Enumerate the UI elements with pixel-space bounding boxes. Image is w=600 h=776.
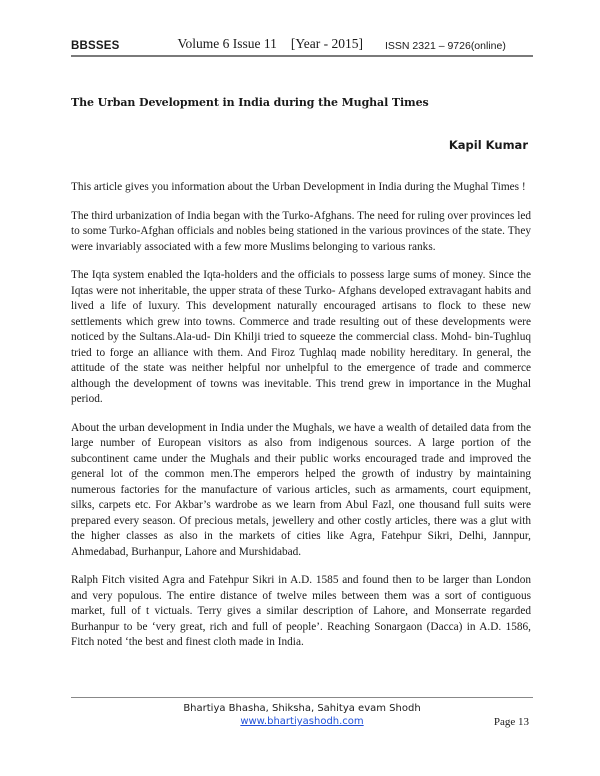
paragraph-3: The Iqta system enabled the Iqta-holders and the officials to possess large sums of money. Since the Iqtas were not inheritable, the upper strata of these Turko- Afghans developed extravagant habits and lived a life of luxury. This development naturally encouraged artisans to flock to these new settlements which grew into towns. Commerce and trade resulting out of these developments were noticed by the Sultans.Ala-ud- Din Khilji tried to squeeze the commercial class. Mohd- bin-Tughluq tried to forge an alliance with them. And Firoz Tughlaq made nobility hereditary. In general, the attitude of the state was neither helpful nor unhelpful to the emergence of trade and commerce although the development of towns was inevitable. This trend grew in importance in the Mughal period. [71, 269, 531, 405]
paragraph-5: Ralph Fitch visited Agra and Fatehpur Sikri in A.D. 1585 and found then to be larger than London and very populous. The entire distance of twelve miles between them was a sort of contiguous market, full of t victuals. Terry gives a similar description of Lahore, and Monserrate regarded Burhanpur to be ‘very great, rich and full of people’. Reaching Sonargaon (Dacca) in A.D. 1586, Fitch noted ‘the best and finest cloth made in India. [71, 574, 531, 648]
article-author: Kapil Kumar [448, 138, 528, 152]
publication-year: [Year - 2015] [290, 36, 363, 51]
journal-abbrev: BBSSES [71, 40, 120, 52]
page-footer [71, 697, 533, 728]
website-link[interactable]: www.bhartiyashodh.com [240, 716, 364, 727]
running-header [71, 34, 533, 57]
paragraph-4: About the urban development in India under the Mughals, we have a wealth of detailed data from the large number of European visitors as also from indigenous sources. A large portion of the subcontinent came under the Mughals and their public works encouraged trade and improved the general lot of the common men.The emperors helped the growth of industry by maintaining numerous factories for the manufacture of various articles, such as armaments, court equipment, silks, carpets etc. For Akbar’s wardrobe as we learn from Abul Fazl, one thousand full suits were prepared every season. Of precious metals, jewellery and other costly articles, there was a glut with the higher classes as also in the markets of cities like Agra, Fatehpur Sikri, Delhi, Jannpur, Ahmedabad, Burhanpur, Lahore and Murshidabad. [71, 421, 531, 558]
volume-issue: Volume 6 Issue 11 [177, 36, 277, 51]
publication-name: Bhartiya Bhasha, Shiksha, Sahitya evam Shodh [183, 703, 421, 714]
page-number: Page 13 [493, 716, 529, 728]
article-body [71, 180, 531, 664]
paragraph-2: The third urbanization of India began with the Turko-Afghans. The need for ruling over provinces led to some Turko-Afghan officials and nobles being stationed in the various provinces of the state. They were invariably associated with a few more Muslims belonging to various ranks. [71, 209, 531, 253]
paragraph-1: This article gives you information about the Urban Development in India during the Mughal Times ! [71, 181, 526, 193]
issn-number: ISSN 2321 – 9726(online) [385, 40, 506, 52]
article-title: The Urban Development in India during the Mughal Times [71, 96, 429, 109]
